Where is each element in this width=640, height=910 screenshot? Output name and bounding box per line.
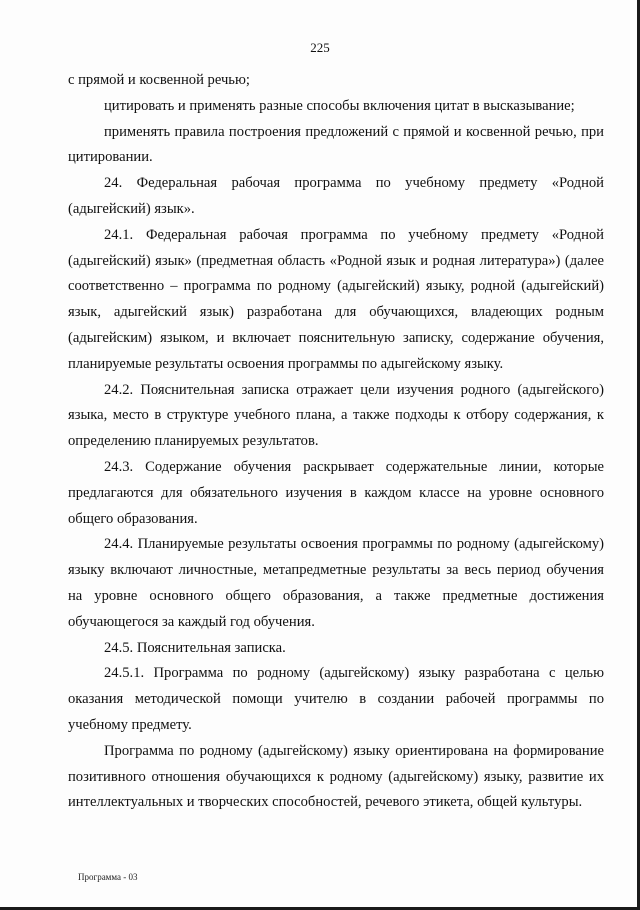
paragraph: 24.5.1. Программа по родному (адыгейскому) языку разработана с целью оказания методической помощи учителю в создании рабочей программы по учебному предмету. xyxy=(68,665,604,733)
paragraph: с прямой и косвенной речью; xyxy=(68,72,250,88)
paragraph: 24.4. Планируемые результаты освоения программы по родному (адыгейскому) языку включают личностные, метапредметные результаты за весь период обучения на уровне основного общего образования, а также предметные достижения обучающегося за каждый год обучения. xyxy=(68,536,604,630)
paragraph: 24.3. Содержание обучения раскрывает содержательные линии, которые предлагаются для обязательного изучения в каждом классе на уровне основного общего образования. xyxy=(68,458,604,527)
paragraph: цитировать и применять разные способы включения цитат в высказывание; xyxy=(104,97,575,114)
paragraph: 24.1. Федеральная рабочая программа по учебному предмету «Родной (адыгейский) язык» (предметная область «Родной язык и родная литература») (далее соответственно – программа по родному (адыгейский) языку, родной (адыгейский) язык, адыгейский язык) разработана для обучающихся, владеющих родным (адыгейским) языком, и включает пояснительную записку, содержание обучения, планируемые результаты освоения программы по адыгейскому языку. xyxy=(68,226,604,372)
paragraph: 24.2. Пояснительная записка отражает цели изучения родного (адыгейского) языка, место в структуре учебного плана, а также подходы к отбору содержания, к определению планируемых результатов. xyxy=(68,381,604,450)
page-number: 225 xyxy=(310,40,330,55)
footer-label: Программа - 03 xyxy=(78,872,138,882)
paragraph: Программа по родному (адыгейскому) языку ориентирована на формирование позитивного отношения обучающихся к родному (адыгейскому) языку, развитие их интеллектуальных и творческих способностей, речевого этикета, общей культуры. xyxy=(68,742,604,811)
body-text xyxy=(68,68,604,816)
section-heading: 24. Федеральная рабочая программа по учебному предмету «Родной (адыгейский) язык». xyxy=(68,175,604,217)
subsection-heading: 24.5. Пояснительная записка. xyxy=(104,639,286,656)
paragraph: применять правила построения предложений с прямой и косвенной речью, при цитировании. xyxy=(68,123,604,166)
